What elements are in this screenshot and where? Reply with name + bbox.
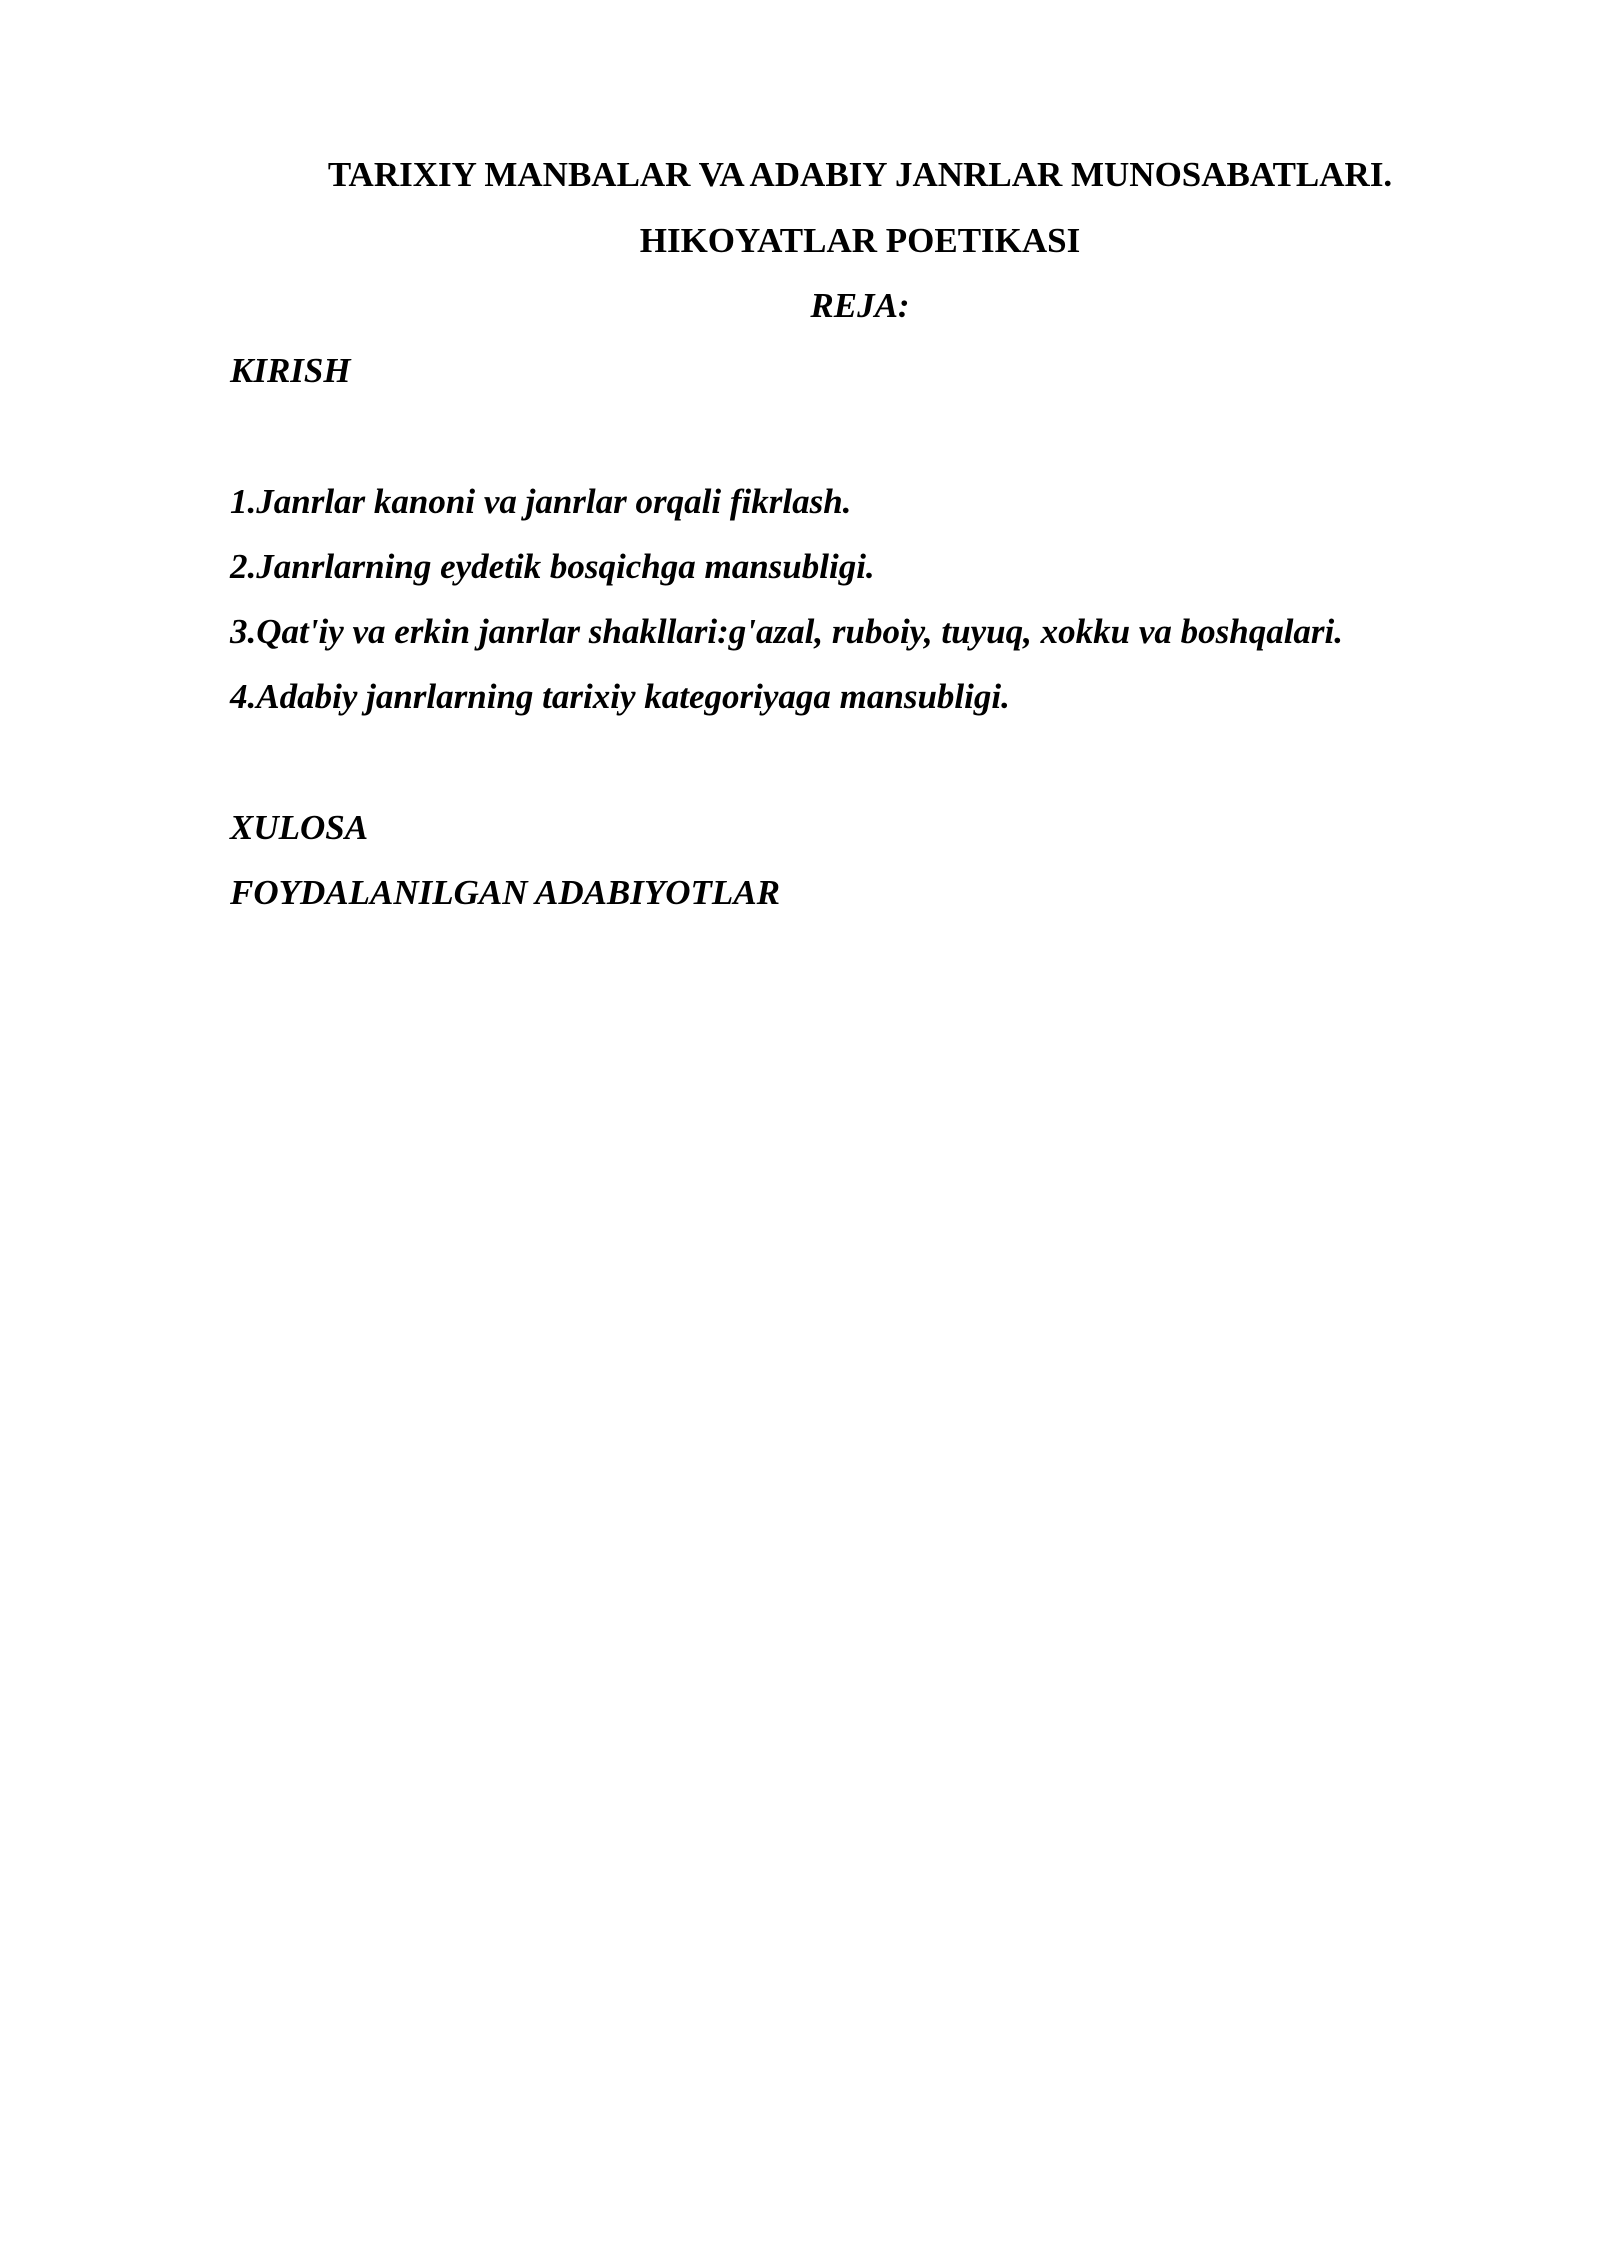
- section-references: FOYDALANILGAN ADABIYOTLAR: [230, 873, 781, 912]
- section-conclusion: XULOSA: [230, 808, 369, 847]
- plan-item-4: 4.Adabiy janrlarning tarixiy kategoriyaga mansubligi.: [230, 677, 1010, 716]
- section-intro: KIRISH: [230, 351, 351, 390]
- document-title-line-2: HIKOYATLAR POETIKASI: [639, 221, 1081, 260]
- plan-item-2: 2.Janrlarning eydetik bosqichga mansubligi.: [230, 547, 875, 586]
- plan-item-1: 1.Janrlar kanoni va janrlar orqali fikrlash.: [230, 482, 852, 521]
- plan-heading: REJA:: [810, 286, 910, 325]
- document-title-line-1: TARIXIY MANBALAR VA ADABIY JANRLAR MUNOSABATLARI.: [327, 155, 1393, 194]
- plan-item-3: 3.Qat'iy va erkin janrlar shakllari:g'azal, ruboiy, tuyuq, xokku va boshqalari.: [230, 612, 1344, 651]
